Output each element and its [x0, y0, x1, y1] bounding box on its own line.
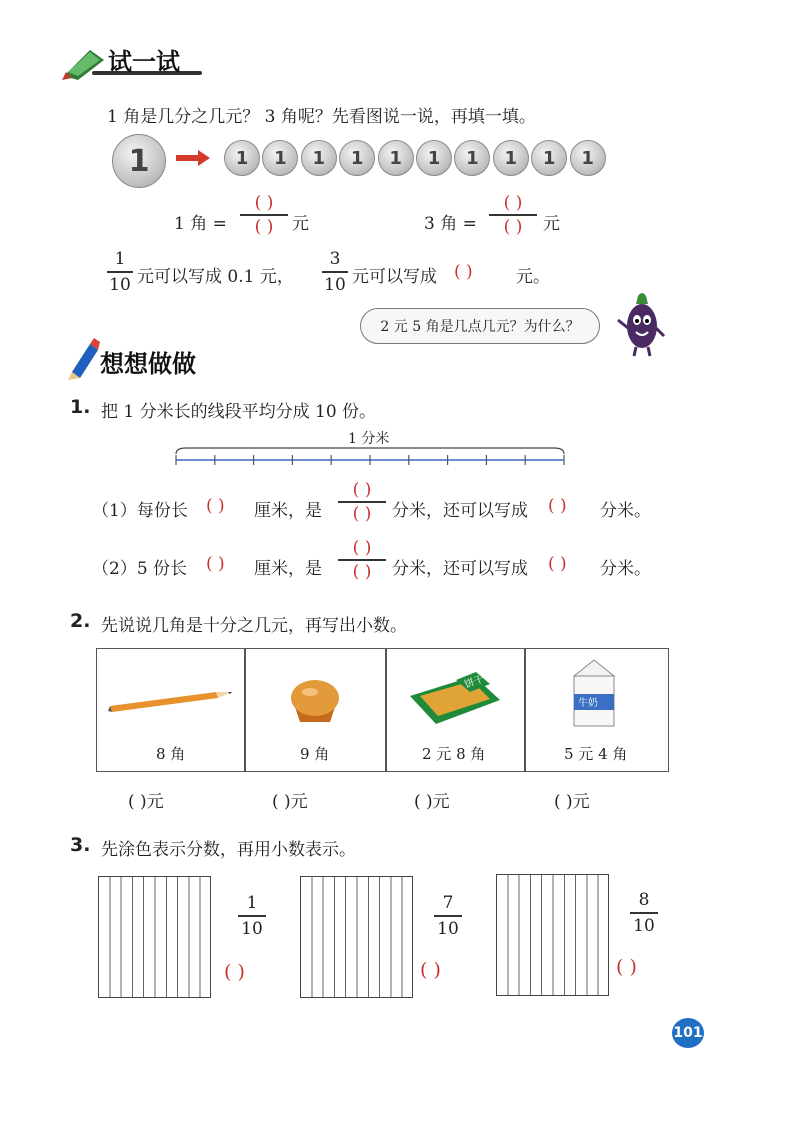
q2-text: 先说说几角是十分之几元，再写出小数。 — [101, 616, 407, 636]
q1b-mid2: 分米，还可以写成 — [392, 559, 528, 579]
item-label-biscuit: 2 元 8 角 — [422, 745, 486, 763]
frac-3-10: 3 10 — [322, 249, 348, 295]
item-label-milk: 5 元 4 角 — [564, 745, 628, 763]
cake-item-icon — [288, 676, 342, 726]
q3-blank-3: ( ) — [616, 956, 637, 978]
q1b-prefix: （2）5 份长 — [92, 559, 188, 579]
q1a-prefix: （1）每份长 — [92, 501, 188, 521]
frac-1-10: 1 10 — [107, 249, 133, 295]
line3-unit: 元。 — [516, 267, 550, 287]
section-title-practice: 想想做做 — [100, 350, 196, 378]
small-coin: 1 — [416, 140, 452, 176]
item-label-cake: 9 角 — [300, 745, 330, 763]
eq1-left: 1 角 = — [174, 214, 227, 234]
q3-blank-1: ( ) — [224, 961, 245, 983]
q1b-blank1: ( ) — [206, 554, 225, 574]
small-coin: 1 — [570, 140, 606, 176]
q1-text: 把 1 分米长的线段平均分成 10 份。 — [101, 402, 377, 422]
arrow-right-icon — [176, 148, 212, 168]
eq1-unit: 元 — [292, 214, 309, 234]
pencil-item-icon — [106, 686, 236, 712]
small-coin: 1 — [378, 140, 414, 176]
q3-frac-1: 1 10 — [238, 893, 266, 939]
shading-grid-2[interactable] — [300, 876, 413, 998]
eggplant-mascot-icon — [612, 290, 670, 360]
item-answer-biscuit: ( )元 — [414, 792, 450, 812]
milk-carton-text: 牛奶 — [578, 698, 598, 709]
q1a-suffix: 分米。 — [600, 501, 651, 521]
item-answer-pencil: ( )元 — [128, 792, 164, 812]
small-coin: 1 — [224, 140, 260, 176]
shading-grid-1[interactable] — [98, 876, 211, 998]
q3-text: 先涂色表示分数，再用小数表示。 — [101, 840, 356, 860]
small-coin: 1 — [493, 140, 529, 176]
biscuit-package-text: 饼干 — [463, 673, 486, 691]
q1b-blank2: ( ) — [548, 554, 567, 574]
big-coin: 1 — [112, 134, 166, 188]
eq2-blank-fraction: ( ) ( ) — [489, 193, 537, 237]
q1a-mid2: 分米，还可以写成 — [392, 501, 528, 521]
small-coin: 1 — [531, 140, 567, 176]
item-answer-milk: ( )元 — [554, 792, 590, 812]
q1a-blank-fraction: ( ) ( ) — [338, 480, 386, 524]
item-answer-cake: ( )元 — [272, 792, 308, 812]
line3-blank: ( ) — [454, 262, 473, 282]
speech-bubble — [360, 308, 600, 344]
q3-frac-3: 8 10 — [630, 890, 658, 936]
page-number-badge — [672, 1018, 704, 1048]
section-title-try: 试一试 — [108, 48, 180, 76]
decimeter-ruler — [170, 444, 570, 470]
page-number: 101 — [673, 1025, 703, 1041]
q3-blank-2: ( ) — [420, 959, 441, 981]
biscuit-item-icon — [404, 666, 504, 728]
small-coin: 1 — [262, 140, 298, 176]
item-label-pencil: 8 角 — [156, 745, 186, 763]
line3-text1: 元可以写成 0.1 元， — [137, 267, 294, 287]
speech-bubble-text: 2 元 5 角是几点几元？为什么？ — [380, 319, 580, 335]
small-coin: 1 — [454, 140, 490, 176]
eq2-unit: 元 — [543, 214, 560, 234]
eq2-left: 3 角 = — [424, 214, 477, 234]
q1b-blank-fraction: ( ) ( ) — [338, 538, 386, 582]
q1b-suffix: 分米。 — [600, 559, 651, 579]
question-1: 1 角是几分之几元？ 3 角呢？先看图说一说，再填一填。 — [107, 107, 536, 127]
q1a-mid1: 厘米，是 — [254, 501, 322, 521]
ruler-label: 1 分米 — [348, 431, 390, 447]
small-coin: 1 — [339, 140, 375, 176]
shading-grid-3[interactable] — [496, 874, 609, 996]
small-coin: 1 — [301, 140, 337, 176]
milk-item-icon — [566, 656, 622, 730]
q1a-blank1: ( ) — [206, 496, 225, 516]
ruler-brace — [176, 448, 564, 454]
q3-number: 3. — [70, 834, 91, 856]
eq1-blank-fraction: ( ) ( ) — [240, 193, 288, 237]
q2-number: 2. — [70, 610, 91, 632]
q1b-mid1: 厘米，是 — [254, 559, 322, 579]
q1a-blank2: ( ) — [548, 496, 567, 516]
q3-frac-2: 7 10 — [434, 893, 462, 939]
pencil-icon — [64, 338, 100, 380]
q1-number: 1. — [70, 396, 91, 418]
line3-text2: 元可以写成 — [352, 267, 437, 287]
